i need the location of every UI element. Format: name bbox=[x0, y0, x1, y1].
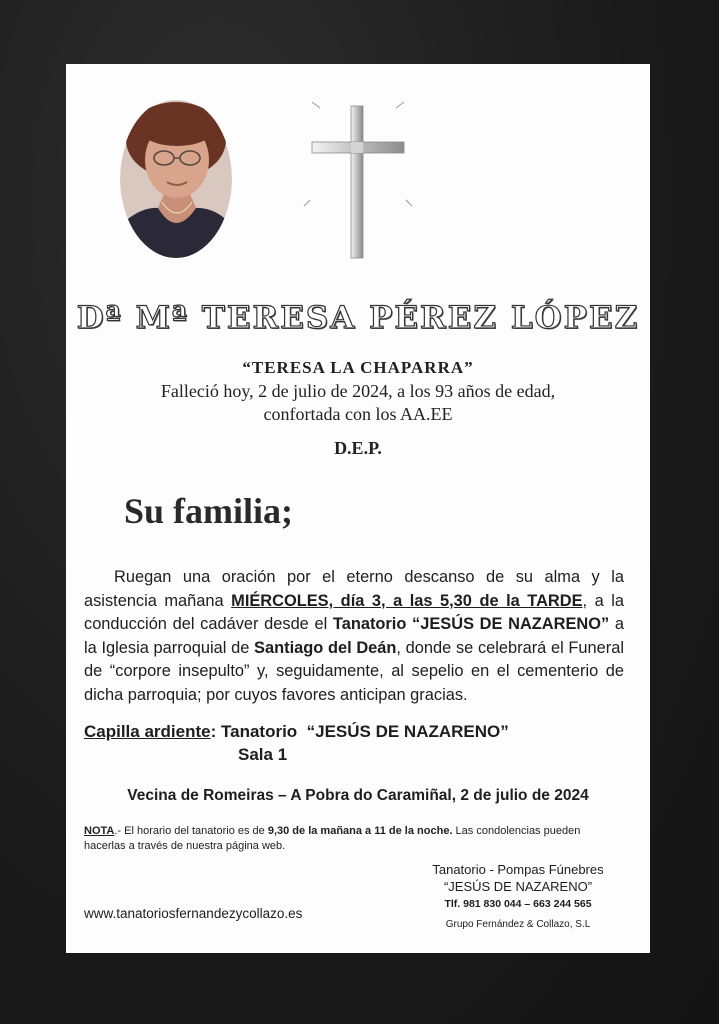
company-line-2: “JESÚS DE NAZARENO” bbox=[443, 879, 593, 894]
church-name: Santiago del Deán bbox=[254, 638, 397, 657]
body-text-4: , donde se celebrará el Funeral de “corpore insepulto” y, seguidamente, al sepelio en el cementerio de dicha parroquia; por cuyos favores anticipan gracias. bbox=[84, 638, 624, 704]
death-notice-line-1: Falleció hoy, 2 de julio de 2024, a los 93 años de edad, bbox=[160, 381, 556, 401]
deceased-name: Dª Mª TERESA PÉREZ LÓPEZ bbox=[76, 300, 640, 336]
place-and-date: Vecina de Romeiras – A Pobra do Caramiñal, 2 de julio de 2024 bbox=[127, 787, 589, 804]
portrait-photo bbox=[120, 98, 232, 258]
note-text-1: .- El horario del tanatorio es de bbox=[114, 825, 268, 837]
body-text-3: a la Iglesia parroquial de bbox=[84, 615, 624, 657]
death-notice-line-2: confortada con los AA.EE bbox=[263, 404, 453, 424]
chapel-room: Sala 1 bbox=[238, 745, 288, 764]
body-text-1: Ruegan una oración por el eterno descanso de su alma y la asistencia mañana bbox=[84, 568, 624, 610]
company-group: Grupo Fernández & Collazo, S.L bbox=[445, 919, 591, 930]
body-text-2: , a la conducción del cadáver desde el bbox=[84, 591, 624, 634]
nickname: “TERESA LA CHAPARRA” bbox=[242, 358, 474, 377]
cross-icon bbox=[298, 96, 418, 266]
note-text-2: Las condolencias pueden hacerlas a través de nuestra página web. bbox=[84, 825, 581, 852]
note bbox=[84, 824, 624, 853]
service-date-time: MIÉRCOLES, día 3, a las 5,30 de la TARDE bbox=[231, 591, 583, 610]
chapel-value: : Tanatorio “JESÚS DE NAZARENO” bbox=[210, 722, 509, 741]
company-line-1: Tanatorio - Pompas Fúnebres bbox=[432, 862, 604, 877]
website-link[interactable]: www.tanatoriosfernandezycollazo.es bbox=[84, 906, 303, 921]
company-block bbox=[418, 861, 618, 936]
rip-text: D.E.P. bbox=[334, 438, 382, 458]
note-hours: 9,30 de la mañana a 11 de la noche. bbox=[267, 825, 453, 837]
funeral-details-paragraph bbox=[84, 566, 624, 708]
chapel-line bbox=[84, 722, 509, 742]
family-heading: Su familia; bbox=[124, 491, 294, 531]
funeral-home-name: Tanatorio “JESÚS DE NAZARENO” bbox=[332, 615, 610, 634]
note-label: NOTA bbox=[84, 825, 115, 837]
chapel-label: Capilla ardiente bbox=[84, 722, 211, 741]
company-phones: Tlf. 981 830 044 – 663 244 565 bbox=[444, 898, 592, 910]
